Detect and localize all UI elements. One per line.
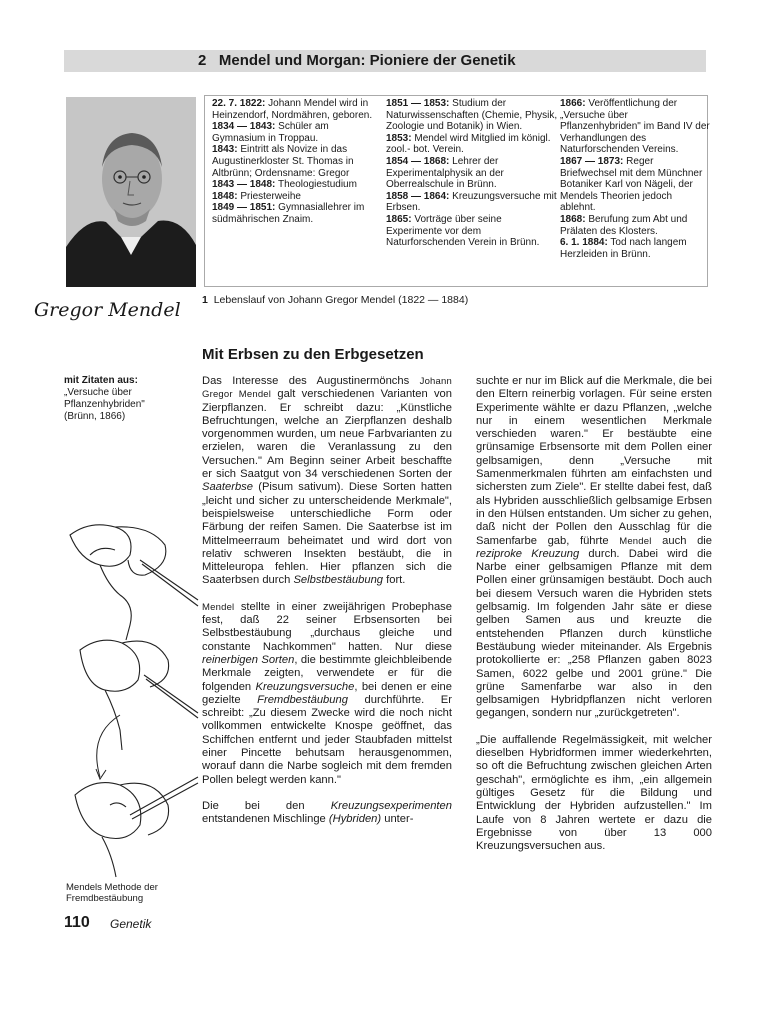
timeline-entry: 1853: Mendel wird Mitglied im königl. zool.- bot. Verein.: [386, 132, 551, 156]
timeline-entry: 1848: Priesterweihe: [212, 190, 301, 202]
body-paragraph: Die bei den Kreuzungsexperimenten entstandenen Mischlinge (Hybriden) unter-: [202, 799, 452, 826]
timeline-column-2: [386, 98, 558, 249]
body-paragraph: „Die auffallende Regelmässigkeit, mit welcher dieselben Hybridformen immer wiederkehrten, so oft die Befruchtung zwischen gleichen Arten geschah", ermöglichte es ihm, „ein allgemein gültiges Gesetz für die Bildung und Entwicklung der Hybriden aufzustellen." Im Laufe von 8 Jahren wertete er dazu die Ergebnisse von über 13 000 Kreuzungsversuchen aus.: [476, 733, 712, 853]
body-paragraph: suchte er nur im Blick auf die Merkmale, die bei den Eltern reinerbig vorlagen. Für seine ersten Experimente wählte er dazu Pflanzen, „welche nur in einem wesentlichen Merkmale verschieden waren." Er bestäubte eine grünsamige Erbsensorte mit dem Pollen einer gelbsamigen, denn „Versuche mit Samenmerkmalen führten am einfachsten und sichersten zum Ziele". Er stellte dabei fest, daß als Hybriden ausschließlich gelbsamige Erbsen in den Hülsen entstanden. Um sicher zu gehen, daß nicht der Pollen den Ausschlag für die Samenfarbe gab, führte Mendel auch die reziproke Kreuzung durch. Dabei wird die Narbe einer gelbsamigen Pflanze mit dem Pollen einer grünsamigen bestäubt. Doch auch bei diesem Versuch waren die Hybriden stets gelbsamig. Im folgenden Jahr säte er diese gelben Samen aus und kreuzte die entstehenden Pflanzen durch künstliche Bestäubung wieder miteinander. Als Ergebnis protokollierte er: „258 Pflanzen gaben 8023 Samen, 6022 gelbe und 2001 grüne." Die grüne Samenfarbe war also in den gelbsamigen Hybridpflanzen nicht verloren gegangen, sondern nur „zurückgetreten".: [476, 375, 712, 720]
citation-label: mit Zitaten aus:: [64, 375, 138, 386]
timeline-entry: 1834 — 1843: Schüler am Gymnasium in Troppau.: [212, 121, 329, 144]
figure-1-caption: [202, 294, 468, 306]
pollination-method-illustration: [60, 515, 200, 880]
mendel-portrait-image: [66, 97, 196, 287]
timeline-entry: 1858 — 1864: Kreuzungsversuche mit Erbsen.: [386, 190, 557, 214]
chapter-title: [198, 50, 516, 72]
section-heading: Mit Erbsen zu den Erbgesetzen: [202, 346, 424, 363]
figure-1-number: 1: [202, 294, 208, 306]
page-number: 110: [64, 914, 90, 931]
timeline-entry: 1867 — 1873: Reger Briefwechsel mit dem Münchner Botaniker Karl von Nägeli, der Mendels Theorien jedoch ablehnt.: [560, 155, 703, 214]
timeline-column-3: [560, 98, 710, 260]
timeline-entry: 1866: Veröffentlichung der „Versuche über Pflanzenhybriden" im Band IV der Verhandlungen des Naturforschenden Vereins.: [560, 98, 710, 156]
timeline-entry: 1851 — 1853: Studium der Naturwissenschaften (Chemie, Physik, Zoologie und Botanik) in Wien.: [386, 98, 558, 133]
body-paragraph: Mendel stellte in einer zweijährigen Probephase fest, daß 22 seiner Erbsensorten bei Selbstbestäubung „durchaus gleiche und constante Nachkommen" hatten. Nur diese reinerbigen Sorten, die bestimmte gleichbleibende Merkmale zeigten, verwendete er für die folgenden Kreuzungsversuche, bei denen er eine gezielte Fremdbestäubung durchführte. Er schreibt: „Zu diesem Zwecke wird die noch nicht vollkommen entwickelte Knospe geöffnet, das Schiffchen entfernt und jeder Staubfaden mittelst einer Pincette behutsam herausgenommen, worauf dann die Narbe sogleich mit dem fremden Pollen belegt werden kann.": [202, 600, 453, 786]
timeline-entry: 1849 — 1851: Gymnasiallehrer im südmährischen Znaim.: [212, 202, 365, 225]
body-column-right: [476, 375, 712, 866]
timeline-entry: 1843 — 1848: Theologiestudium: [212, 179, 357, 191]
citation-place: (Brünn, 1866): [64, 411, 126, 422]
body-paragraph: Das Interesse des Augustinermönchs Johann Gregor Mendel galt verschiedenen Varianten von Zierpflanzen. Er schreibt dazu: „Künstliche Befruchtungen, welche an Zierpflanzen deshalb vorgenommen wurden, um neue Farbvarianten zu erzielen, waren die Veranlassung zu den Versuchen." Am Beginn seiner Arbeit beschaffte er sich Saatgut von 34 verschiedenen Sorten der Saaterbse (Pisum sativum). Diese Sorten hatten „leicht und sicher zu unterscheidende Merkmale", beispielsweise unterschiedliche Form oder Färbung der reifen Samen. Die Saaterbse ist im Mittelmeerraum beheimatet und wird dort von relativ schweren Insekten bestäubt, die in Mitteleuropa fehlen. Hier pflanzen sich die Saaterbsen durch Selbstbestäubung fort.: [202, 375, 452, 587]
timeline-entry: 1865: Vorträge über seine Experimente vor dem Naturforschenden Verein in Brünn.: [386, 213, 540, 249]
timeline-entry: 6. 1. 1884: Tod nach langem Herzleiden in Brünn.: [560, 237, 687, 260]
body-column-left: [202, 375, 452, 840]
illustration-caption: Mendels Methode der Fremdbestäubung: [66, 882, 158, 904]
chapter-title-text: Mendel und Morgan: Pioniere der Genetik: [218, 52, 516, 69]
timeline-entry: 1868: Berufung zum Abt und Prälaten des Klosters.: [560, 213, 688, 237]
timeline-entry: 1843: Eintritt als Novize in das Augustinerkloster St. Thomas in Altbrünn; Ordensname: Gregor: [212, 144, 354, 179]
citation-note: [64, 375, 194, 423]
running-title: Genetik: [110, 917, 152, 931]
signature-text: Gregor Mendel: [34, 299, 181, 321]
figure-1-caption-text: Lebenslauf von Johann Gregor Mendel (1822 — 1884): [213, 294, 469, 306]
citation-source: „Versuche über Pflanzenhybriden": [64, 387, 145, 410]
timeline-entry: 22. 7. 1822: Johann Mendel wird in Heinzendorf, Nordmähren, geboren.: [212, 98, 373, 121]
mendel-signature: [30, 288, 200, 328]
chapter-number: 2: [198, 52, 207, 69]
timeline-column-1: [212, 98, 380, 226]
timeline-entry: 1854 — 1868: Lehrer der Experimentalphysik an der Oberrealschule in Brünn.: [386, 155, 504, 191]
